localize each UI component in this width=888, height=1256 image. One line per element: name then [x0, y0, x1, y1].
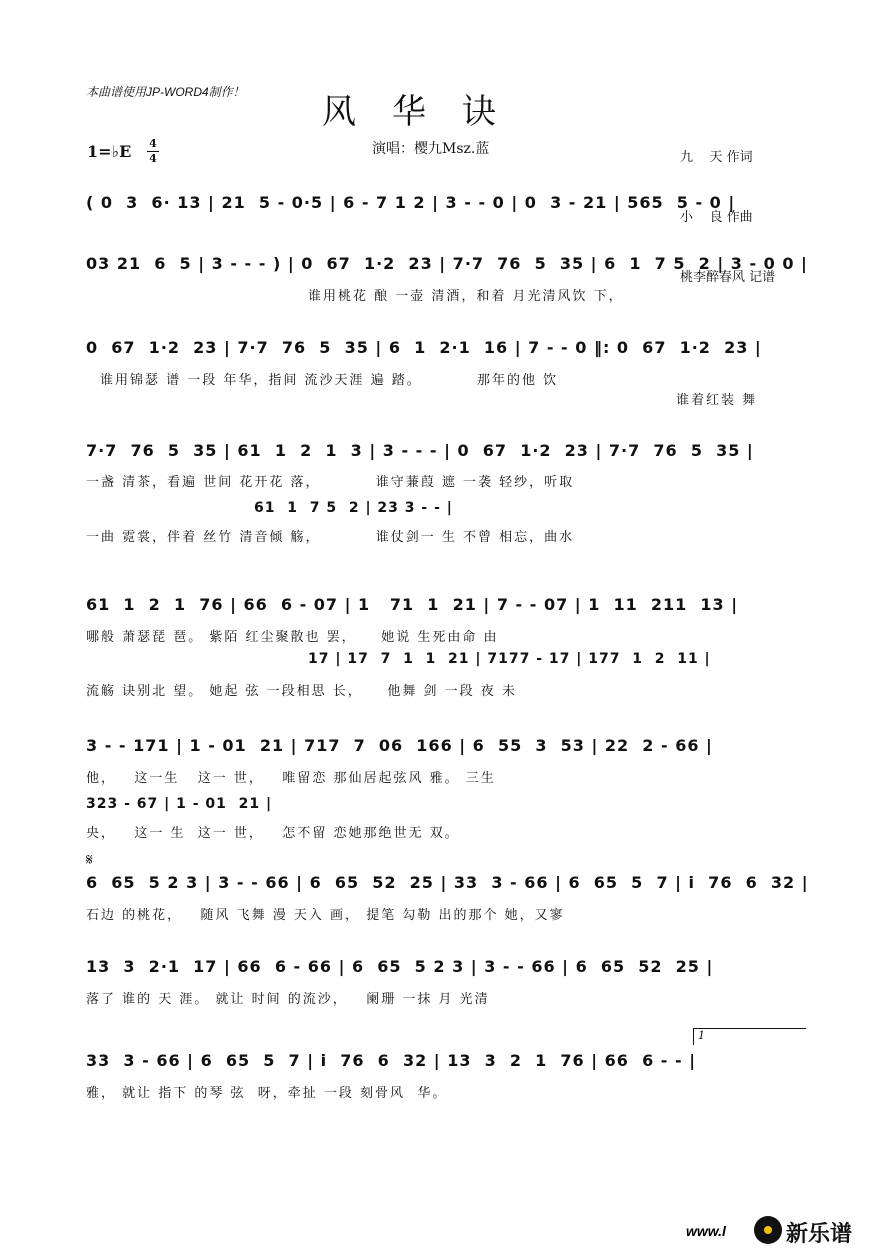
volta-bracket	[693, 1028, 806, 1045]
notation-line-6-alt: 323 - 67 | 1 - 01 21 |	[86, 796, 273, 812]
song-title: 风华诀	[322, 92, 532, 132]
notation-line-5: 61 1 2 1 76 | 66 6 - 07 | 1 71 1 21 | 7 - - 07 | 1 11 211 13 |	[86, 595, 739, 614]
site-watermark	[686, 1213, 886, 1247]
lyrics-line-8: 落了 谁的 天 涯。 就让 时间 的流沙， 阑珊 一抹 月 光清	[86, 992, 490, 1007]
record-disc-icon	[754, 1216, 782, 1244]
notation-line-2: 03 21 6 5 | 3 - - - ) | 0 67 1·2 23 | 7·7 76 5 35 | 6 1 7 5 2 | 3 - 0 0 |	[86, 254, 808, 273]
lyricist-credit: 九 天 作词	[680, 150, 753, 165]
volta-number: 1	[698, 1029, 705, 1042]
lyrics-line-5a: 哪般 萧瑟琵 琶。 紫陌 红尘聚散也 罢， 她说 生死由命 由	[86, 630, 499, 645]
lyrics-line-3b: 谁着红装 舞	[676, 393, 758, 408]
notation-line-4: 7·7 76 5 35 | 61 1 2 1 3 | 3 - - - | 0 67 1·2 23 | 7·7 76 5 35 |	[86, 441, 754, 460]
lyrics-line-4a: 一盏 清茶，看遍 世间 花开花 落， 谁守蒹葭 遮 一袭 轻纱，听取	[86, 475, 575, 490]
notation-line-9: 33 3 - 66 | 6 65 5 7 | i 76 6 32 | 13 3 2 1 76 | 66 6 - - |	[86, 1051, 697, 1070]
key-signature: 1=♭E	[87, 142, 132, 161]
notation-line-8: 13 3 2·1 17 | 66 6 - 66 | 6 65 5 2 3 | 3 - - 66 | 6 65 52 25 |	[86, 957, 714, 976]
notation-line-5-alt: 17 | 17 7 1 1 21 | 7177 - 17 | 177 1 2 11 |	[308, 651, 711, 667]
lyrics-line-5b: 流觞 诀别北 望。 她起 弦 一段相思 长， 他舞 剑 一段 夜 未	[86, 684, 517, 699]
lyrics-line-6b: 央， 这一 生 这一 世， 怎不留 恋她那绝世无 双。	[86, 826, 460, 841]
lyrics-line-2: 谁用桃花 酿 一壶 清酒，和着 月光清风饮 下，	[308, 289, 624, 304]
notation-line-4-alt: 61 1 7 5 2 | 23 3 - - |	[254, 500, 453, 516]
lyrics-line-6a: 他， 这一生 这一 世， 唯留恋 那仙居起弦风 雅。 三生	[86, 771, 496, 786]
lyrics-line-3a: 谁用锦瑟 谱 一段 年华，指间 流沙天涯 遍 踏。 那年的他 饮	[100, 373, 559, 388]
notation-line-3: 0 67 1·2 23 | 7·7 76 5 35 | 6 1 2·1 16 | 7 - - 0 ‖: 0 67 1·2 23 |	[86, 338, 762, 357]
time-signature	[147, 138, 159, 165]
lyrics-line-4b: 一曲 霓裳，伴着 丝竹 清音倾 觞， 谁仗剑一 生 不曾 相忘，曲水	[86, 530, 575, 545]
notation-line-1: ( 0 3 6· 13 | 21 5 - 0·5 | 6 - 7 1 2 | 3 - - 0 | 0 3 - 21 | 565 5 - 0 |	[86, 193, 736, 212]
segno-sign: 𝄋	[86, 850, 93, 869]
watermark-site-name: 新乐谱	[786, 1222, 853, 1247]
notation-line-6: 3 - - 171 | 1 - 01 21 | 717 7 06 166 | 6 55 3 53 | 22 2 - 66 |	[86, 736, 713, 755]
transcriber-credit: 桃李醉春风 记谱	[680, 270, 776, 285]
watermark-url: www.l	[686, 1223, 726, 1239]
composer-credit: 小 良 作曲	[680, 210, 753, 225]
notation-line-7: 6 65 5 2 3 | 3 - - 66 | 6 65 52 25 | 33 3 - 66 | 6 65 5 7 | i 76 6 32 |	[86, 873, 809, 892]
software-note: 本曲谱使用JP-WORD4制作！	[86, 85, 245, 99]
time-signature-top: 4	[149, 137, 157, 150]
lyrics-line-7: 石边 的桃花， 随风 飞舞 漫 天入 画， 提笔 勾勒 出的那个 她，又寥	[86, 908, 565, 923]
lyrics-line-9: 雅， 就让 指下 的琴 弦 呀，牵扯 一段 刻骨风 华。	[86, 1086, 448, 1101]
time-signature-bottom: 4	[149, 152, 157, 165]
singer-credit: 演唱：樱九Msz.蓝	[372, 141, 490, 157]
